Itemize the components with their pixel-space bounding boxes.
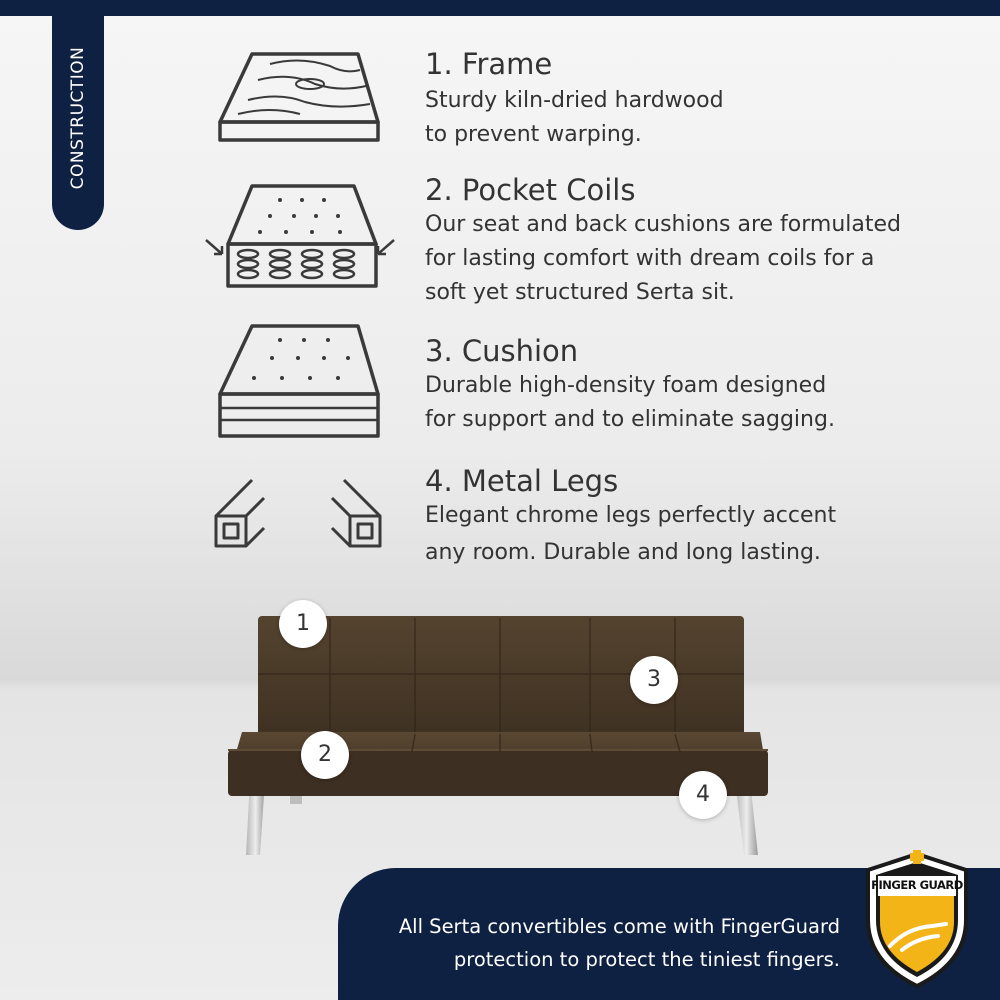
feature-cushion — [425, 335, 835, 436]
feature-metal-legs — [425, 465, 836, 569]
feature-desc-line: any room. Durable and long lasting. — [425, 540, 821, 565]
feature-title: 3. Cushion — [425, 334, 579, 368]
banner-text — [360, 910, 840, 976]
pocket-coils-icon — [200, 180, 400, 300]
feature-desc-line: Elegant chrome legs perfectly accent — [425, 503, 837, 528]
feature-desc-line: for support and to eliminate sagging. — [425, 407, 835, 432]
badge-title: FINGER GUARD — [871, 878, 963, 892]
feature-desc-line: for lasting comfort with dream coils for a — [425, 246, 875, 271]
feature-pocket-coils — [425, 174, 901, 309]
feature-desc-line: to prevent warping. — [425, 122, 642, 147]
callout-1: 1 — [279, 600, 327, 648]
banner-line: All Serta convertibles come with FingerGuard — [398, 915, 840, 938]
finger-guard-badge — [862, 850, 972, 990]
frame-icon — [210, 44, 390, 149]
banner-line: protection to protect the tiniest fingers. — [453, 948, 840, 971]
feature-desc-line: Sturdy kiln-dried hardwood — [425, 88, 724, 113]
callout-3: 3 — [630, 656, 678, 704]
feature-title: 2. Pocket Coils — [425, 173, 636, 207]
shield-icon — [862, 850, 972, 990]
cushion-icon — [210, 320, 390, 445]
feature-desc-line: Durable high-density foam designed — [425, 373, 827, 398]
feature-desc-line: soft yet structured Serta sit. — [425, 280, 735, 305]
metal-legs-icon — [208, 470, 388, 555]
feature-title: 1. Frame — [425, 47, 553, 81]
feature-title: 4. Metal Legs — [425, 464, 619, 498]
top-strip — [0, 0, 1000, 16]
feature-desc-line: Our seat and back cushions are formulated — [425, 212, 901, 237]
callout-4: 4 — [679, 771, 727, 819]
section-tab-label: CONSTRUCTION — [68, 46, 88, 190]
feature-frame — [425, 48, 724, 151]
callout-2: 2 — [301, 731, 349, 779]
